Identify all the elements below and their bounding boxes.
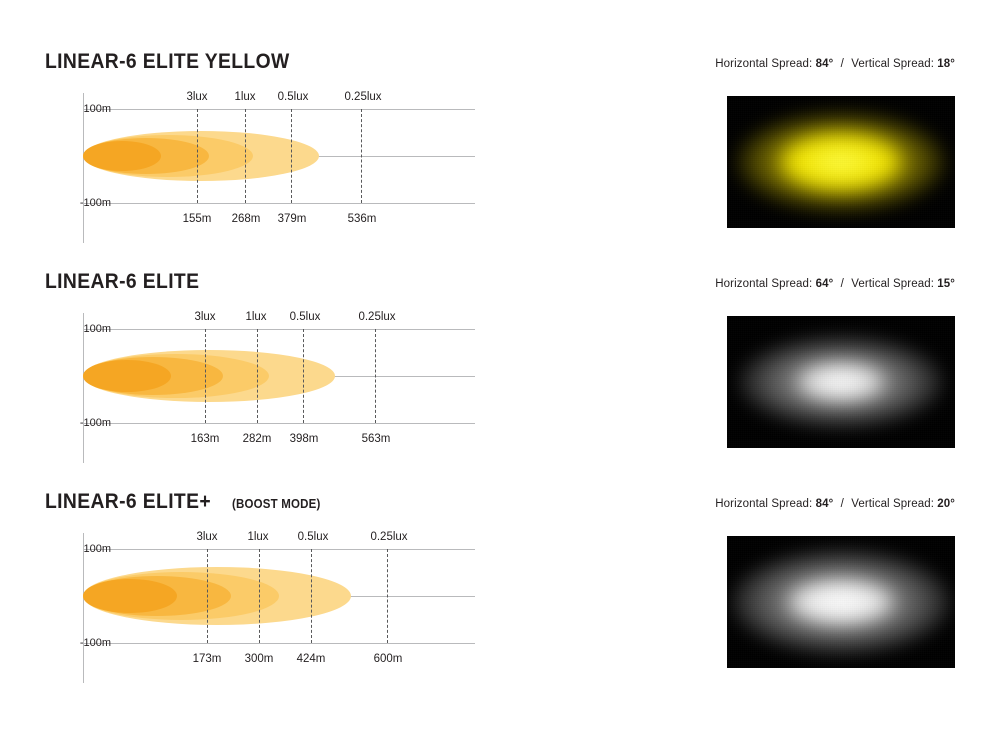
page-title: LINEAR-6 ELITE [45, 270, 200, 293]
lux-label-3lux: 3lux [196, 531, 218, 543]
section-title-row [45, 270, 220, 294]
distance-3lux: 173m [192, 653, 222, 665]
beam-3lux [83, 360, 171, 392]
dash-0.5lux [291, 109, 292, 203]
distance-1lux: 300m [244, 653, 274, 665]
vertical-spread-value: 20° [937, 498, 955, 510]
dash-1lux [245, 109, 246, 203]
lux-label-0.5lux: 0.5lux [297, 531, 329, 543]
page-title: LINEAR-6 ELITE YELLOW [45, 50, 290, 73]
distance-0.25lux: 536m [347, 213, 377, 225]
lux-label-1lux: 1lux [247, 531, 269, 543]
beam-diagram [45, 93, 475, 243]
dash-1lux [259, 549, 260, 643]
horizontal-spread-value: 84° [815, 58, 834, 70]
horizontal-spread-label: Horizontal Spread: [715, 278, 813, 290]
distance-1lux: 268m [231, 213, 261, 225]
vertical-spread-value: 18° [937, 58, 955, 70]
spread-annotation [715, 58, 955, 70]
horizontal-spread-label: Horizontal Spread: [715, 58, 813, 70]
distance-0.5lux: 379m [277, 213, 307, 225]
lux-label-0.25lux: 0.25lux [344, 91, 382, 103]
lux-label-0.5lux: 0.5lux [289, 311, 321, 323]
y-tick-minus100m: -100m [79, 417, 111, 429]
dash-3lux [207, 549, 208, 643]
y-tick-minus100m: -100m [79, 637, 111, 649]
section-title-row [45, 490, 329, 514]
distance-1lux: 282m [242, 433, 272, 445]
photo-noise-overlay [727, 536, 955, 668]
section-title-row [45, 50, 318, 74]
y-tick-minus100m: -100m [79, 197, 111, 209]
page-subtitle: (BOOST MODE) [232, 497, 321, 511]
horizontal-spread-value: 64° [815, 278, 834, 290]
y-tick-100m: 100m [83, 103, 111, 115]
spread-separator: / [840, 498, 844, 510]
spread-annotation [715, 278, 955, 290]
photo-noise-overlay [727, 316, 955, 448]
beam-shapes [83, 313, 475, 463]
vertical-spread-value: 15° [937, 278, 955, 290]
beam-3lux [83, 579, 177, 613]
beam-photo-yellow [727, 96, 955, 228]
distance-0.25lux: 600m [373, 653, 403, 665]
lux-label-1lux: 1lux [245, 311, 267, 323]
vertical-spread-label: Vertical Spread: [851, 58, 934, 70]
spread-separator: / [840, 278, 844, 290]
horizontal-spread-label: Horizontal Spread: [715, 498, 813, 510]
distance-0.5lux: 424m [296, 653, 326, 665]
beam-photo-white [727, 316, 955, 448]
distance-3lux: 155m [182, 213, 212, 225]
distance-0.25lux: 563m [361, 433, 391, 445]
lux-label-3lux: 3lux [186, 91, 208, 103]
dash-0.25lux [375, 329, 376, 423]
lux-label-0.25lux: 0.25lux [370, 531, 408, 543]
dash-0.5lux [303, 329, 304, 423]
lux-label-0.25lux: 0.25lux [358, 311, 396, 323]
dash-3lux [197, 109, 198, 203]
distance-3lux: 163m [190, 433, 220, 445]
lux-label-0.5lux: 0.5lux [277, 91, 309, 103]
horizontal-spread-value: 84° [815, 498, 834, 510]
beam-diagram [45, 313, 475, 463]
page-title: LINEAR-6 ELITE+ [45, 490, 212, 513]
photo-noise-overlay [727, 96, 955, 228]
vertical-spread-label: Vertical Spread: [851, 498, 934, 510]
dash-3lux [205, 329, 206, 423]
y-tick-100m: 100m [83, 323, 111, 335]
dash-0.5lux [311, 549, 312, 643]
beam-photo-white-boost [727, 536, 955, 668]
beam-3lux [83, 141, 161, 171]
spread-annotation [715, 498, 955, 510]
y-tick-100m: 100m [83, 543, 111, 555]
vertical-spread-label: Vertical Spread: [851, 278, 934, 290]
beam-shapes [83, 533, 475, 683]
lux-label-1lux: 1lux [234, 91, 256, 103]
lux-label-3lux: 3lux [194, 311, 216, 323]
distance-0.5lux: 398m [289, 433, 319, 445]
dash-0.25lux [387, 549, 388, 643]
spread-separator: / [840, 58, 844, 70]
beam-diagram [45, 533, 475, 683]
dash-0.25lux [361, 109, 362, 203]
dash-1lux [257, 329, 258, 423]
